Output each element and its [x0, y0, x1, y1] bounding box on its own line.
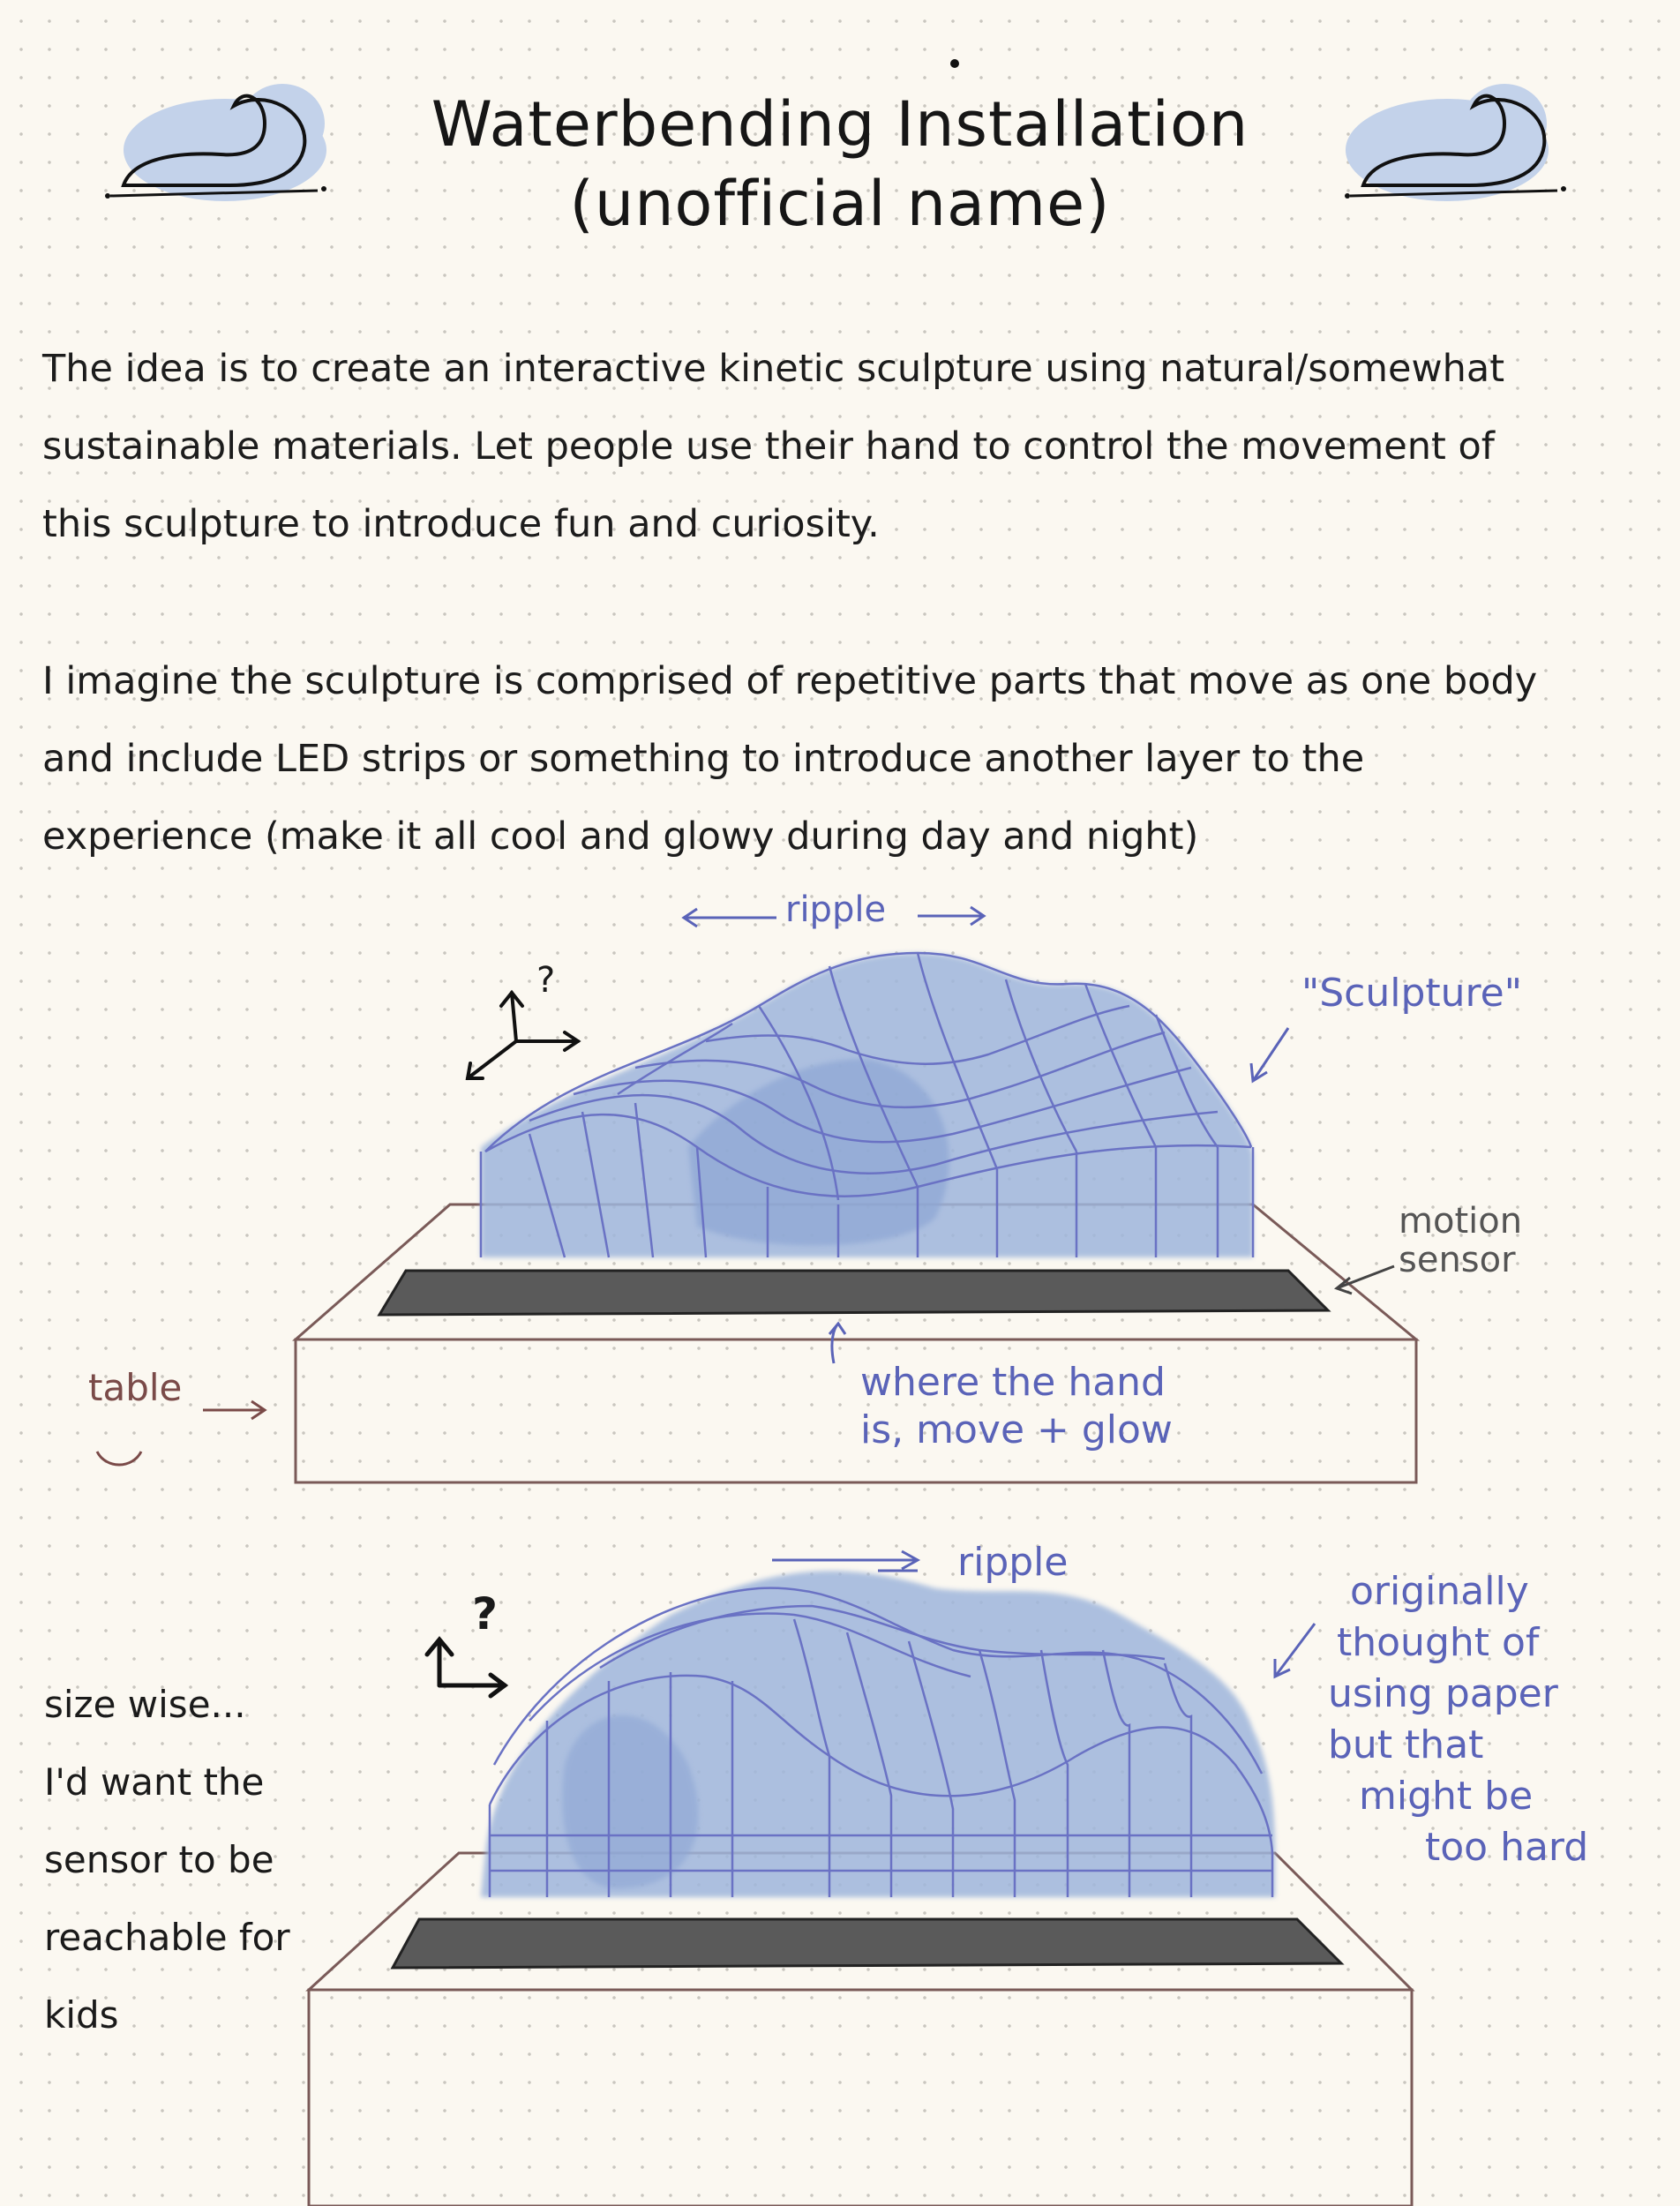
side-note-line-6: too hard [1425, 1825, 1589, 1870]
intro-line-3: this sculpture to introduce fun and curiosity. [42, 502, 880, 546]
hand-note-line-2: is, move + glow [860, 1407, 1173, 1452]
sculpture-label: "Sculpture" [1301, 971, 1522, 1016]
sketch2-table [309, 1853, 1412, 2206]
concept-line-3: experience (make it all cool and glowy during day and night) [42, 814, 1199, 859]
side-note-line-3: using paper [1328, 1671, 1558, 1716]
size-note-line-4: reachable for [44, 1916, 290, 1959]
sketch1-sensor-bar [379, 1271, 1328, 1315]
sketch1-axis-arrows [468, 993, 578, 1078]
intro-line-2: sustainable materials. Let people use their hand to control the movement of [42, 424, 1495, 469]
sketch2-ripple-label: ripple [957, 1540, 1069, 1585]
sketch2-sculpture [481, 1571, 1275, 1897]
sketch1-axis-question: ? [536, 960, 556, 1001]
side-note-line-5: might be [1359, 1774, 1534, 1819]
concept-paragraph [42, 642, 1648, 875]
motion-sensor-label [1399, 1202, 1522, 1279]
table-label: table [88, 1366, 183, 1409]
size-note-line-5: kids [44, 1993, 119, 2037]
concept-line-2: and include LED strips or something to introduce another layer to the [42, 737, 1365, 781]
motion-sensor-line-2: sensor [1399, 1240, 1516, 1280]
size-note [44, 1666, 290, 2054]
sketch2-sensor-bar [393, 1919, 1341, 1968]
motion-sensor-line-1: motion [1399, 1201, 1523, 1242]
concept-line-1: I imagine the sculpture is comprised of repetitive parts that move as one body [42, 659, 1538, 703]
sketch2-ripple-arrow [772, 1551, 918, 1571]
intro-line-1: The idea is to create an interactive kinetic sculpture using natural/somewhat [42, 347, 1505, 391]
sketch2-axis-question: ? [472, 1588, 499, 1639]
paper-side-note [1328, 1566, 1588, 1873]
side-note-line-4: but that [1328, 1722, 1484, 1767]
side-note-line-2: thought of [1337, 1620, 1540, 1665]
size-note-line-1: size wise... [44, 1683, 246, 1726]
sketch1-ripple-label: ripple [785, 889, 887, 930]
page-subtitle: (unofficial name) [569, 168, 1111, 240]
side-note-line-1: originally [1350, 1569, 1529, 1614]
size-note-line-2: I'd want the [44, 1760, 265, 1804]
size-note-line-3: sensor to be [44, 1838, 274, 1881]
sketch2-axis-arrows [427, 1639, 505, 1696]
hand-note-line-1: where the hand [860, 1360, 1166, 1405]
page-title: Waterbending Installation [431, 88, 1249, 161]
sketch2-pointer-line [1275, 1624, 1315, 1677]
hand-note [860, 1359, 1173, 1454]
sketch1-sculpture [481, 953, 1253, 1257]
intro-paragraph [42, 330, 1648, 563]
